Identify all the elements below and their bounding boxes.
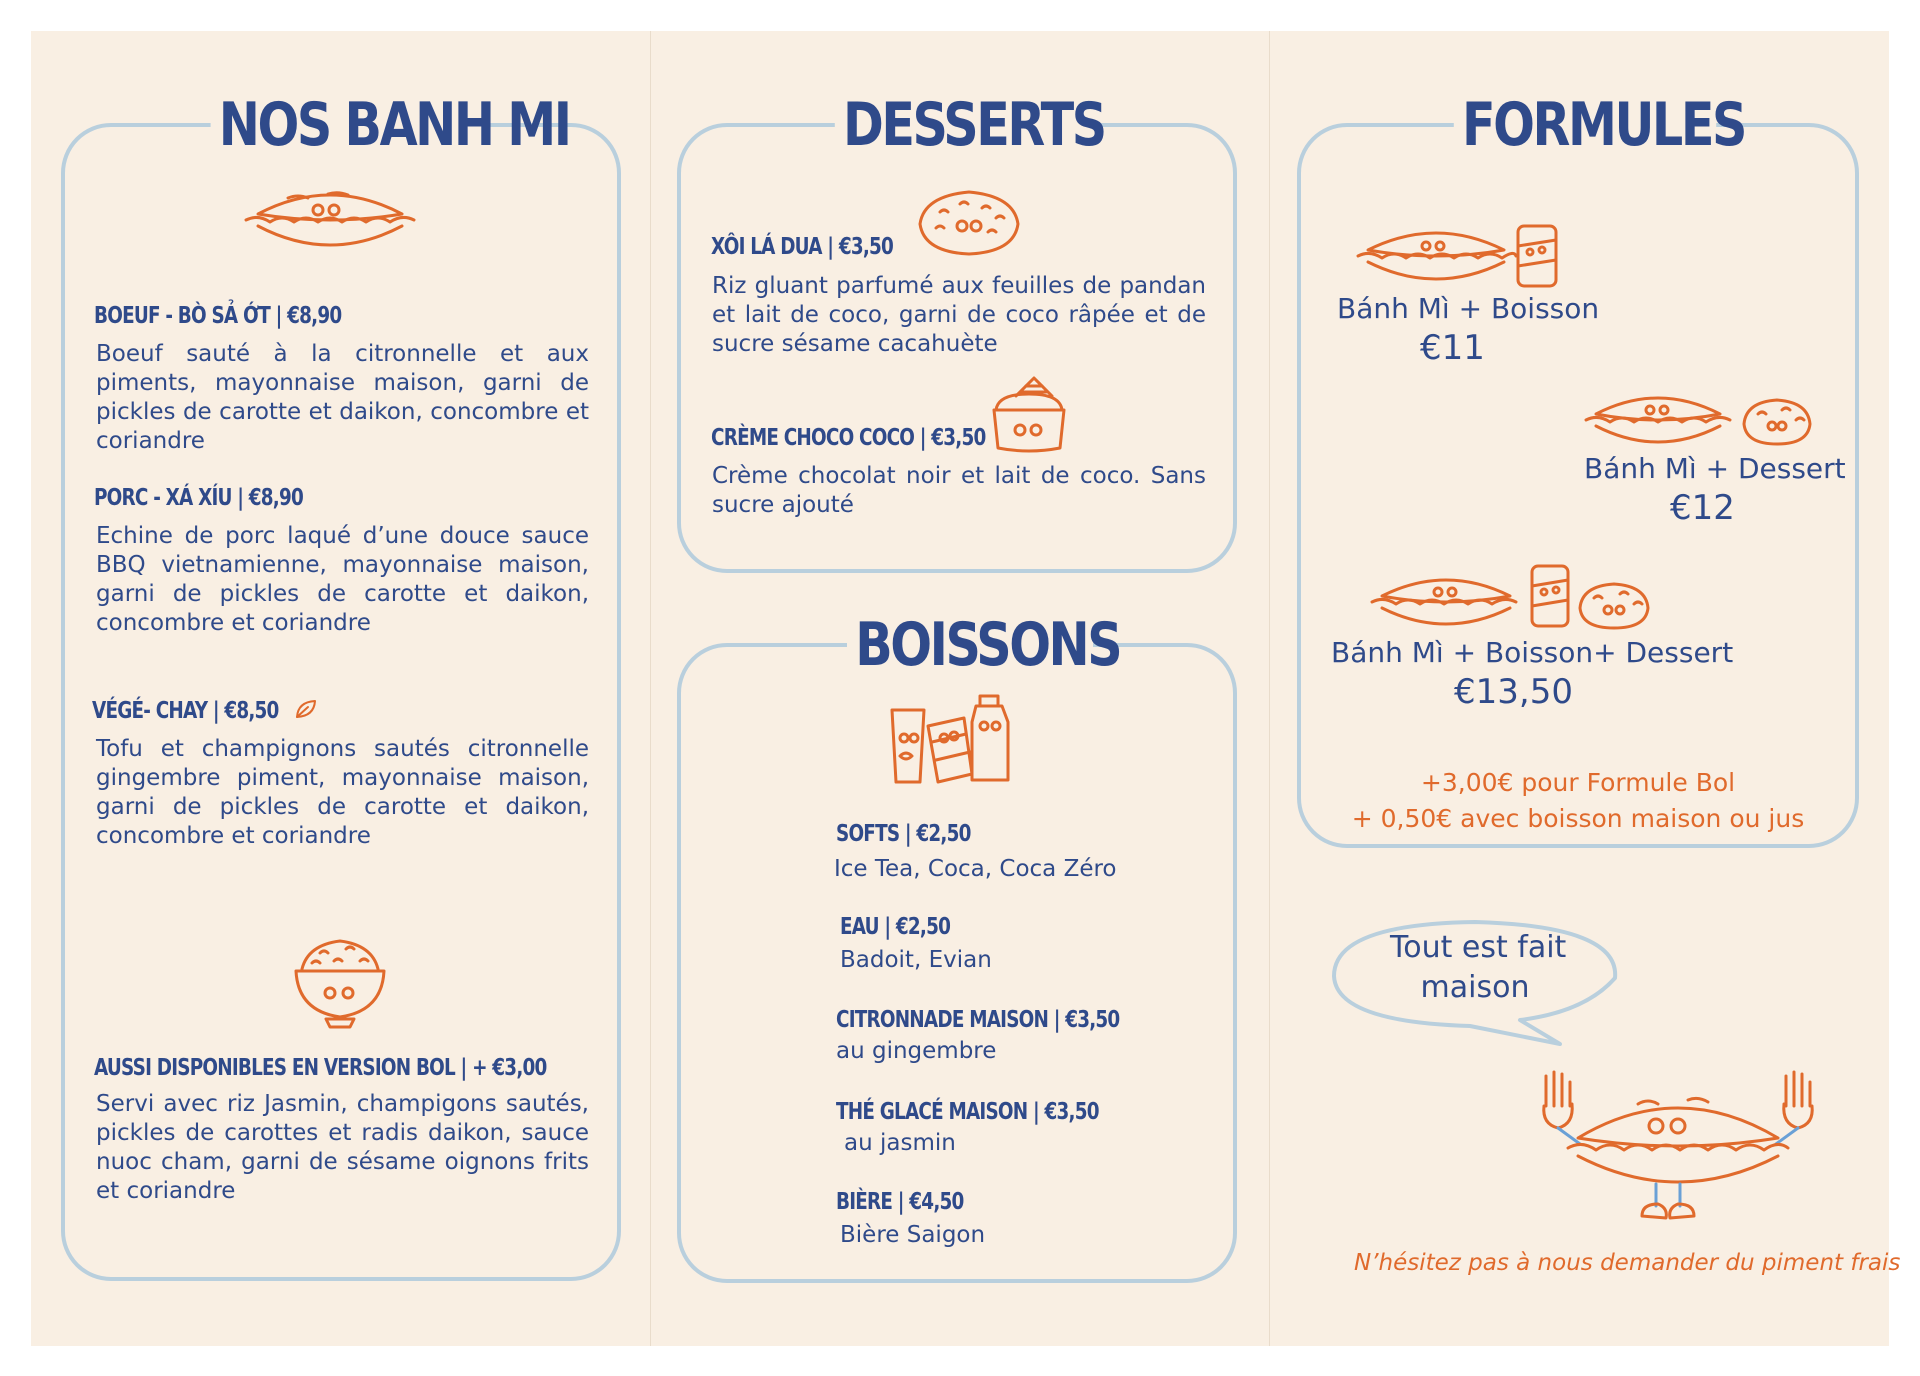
leaf-icon <box>294 698 318 720</box>
sandwich-mascot-icon <box>1538 1068 1818 1224</box>
sandwich-icon <box>1368 572 1524 636</box>
drink-item-title: THÉ GLACÉ MAISON | €3,50 <box>836 1099 1099 1125</box>
formula-extra: + 0,50€ avec boisson maison ou jus <box>1351 804 1805 833</box>
fold-line <box>1269 31 1270 1346</box>
banh-mi-title: NOS BANH MI <box>211 92 490 158</box>
sticky-rice-icon <box>1740 396 1814 448</box>
dessert-item-desc: Riz gluant parfumé aux feuilles de pandan et lait de coco, garni de coco râpée et de sucre sésame cacahuète <box>712 273 1206 357</box>
creme-pot-icon <box>986 370 1072 456</box>
formula-price: €13,50 <box>1454 672 1573 712</box>
drink-item-title: CITRONNADE MAISON | €3,50 <box>836 1007 1120 1033</box>
drink-item-title: SOFTS | €2,50 <box>836 821 971 847</box>
dessert-item-desc: Crème chocolat noir et lait de coco. Sans sucre ajouté <box>712 463 1206 518</box>
dessert-item-title: CRÈME CHOCO COCO | €3,50 <box>711 425 986 451</box>
formula-extra: +3,00€ pour Formule Bol <box>1420 768 1736 797</box>
drink-item-desc: Badoit, Evian <box>840 947 992 973</box>
sandwich-icon <box>1352 224 1520 290</box>
can-icon <box>1526 562 1574 630</box>
banh-mi-item-title: AUSSI DISPONIBLES EN VERSION BOL | + €3,00 <box>94 1055 547 1081</box>
bubble-text: maison <box>1420 970 1530 1005</box>
drink-item-title: BIÈRE | €4,50 <box>836 1189 964 1215</box>
banh-mi-item-title: VÉGÉ- CHAY | €8,50 <box>92 698 279 724</box>
drink-item-desc: au gingembre <box>836 1038 997 1064</box>
formula-price: €12 <box>1670 488 1735 528</box>
dessert-item-title: XÔI LÁ DUA | €3,50 <box>711 234 894 260</box>
drink-item-desc: au jasmin <box>844 1130 956 1156</box>
banh-mi-item-desc: Servi avec riz Jasmin, champigons sautés, pickles de carottes et radis daikon, sauce nuoc cham, garni de sésame oignons frits et coriandre <box>96 1091 589 1204</box>
banh-mi-item-title: BOEUF - BÒ SẢ ỚT | €8,90 <box>94 303 342 329</box>
boissons-title: BOISSONS <box>847 612 1093 678</box>
sandwich-icon <box>1582 390 1734 452</box>
formula-label: Bánh Mì + Boisson+ Dessert <box>1331 636 1734 669</box>
banh-mi-item-title: PORC - XÁ XÍU | €8,90 <box>94 485 303 511</box>
drinks-icon <box>886 692 1020 786</box>
banh-mi-item-desc: Echine de porc laqué d’une douce sauce BBQ vietnamienne, mayonnaise maison, garni de pickles de carotte et daikon, concombre et coriandre <box>96 523 589 636</box>
bubble-text: Tout est fait <box>1390 930 1567 965</box>
formula-label: Bánh Mì + Boisson <box>1337 292 1600 325</box>
footer-note: N’hésitez pas à nous demander du piment frais <box>1354 1250 1901 1276</box>
sticky-rice-icon <box>1576 580 1652 632</box>
formula-price: €11 <box>1420 328 1485 368</box>
desserts-title: DESSERTS <box>835 92 1097 158</box>
formula-label: Bánh Mì + Dessert <box>1584 452 1846 485</box>
drink-item-desc: Bière Saigon <box>840 1222 986 1248</box>
bowl-icon <box>290 933 390 1033</box>
drink-item-desc: Ice Tea, Coca, Coca Zéro <box>834 856 1117 882</box>
sandwich-icon <box>238 186 422 256</box>
formules-title: FORMULES <box>1454 92 1716 158</box>
banh-mi-item-desc: Boeuf sauté à la citronnelle et aux piments, mayonnaise maison, garni de pickles de carotte et daikon, concombre et coriandre <box>96 341 589 454</box>
sticky-rice-icon <box>916 186 1022 258</box>
can-icon <box>1512 222 1562 290</box>
fold-line <box>650 31 651 1346</box>
banh-mi-item-desc: Tofu et champignons sautés citronnelle gingembre piment, mayonnaise maison, garni de pickles de carotte et daikon, concombre et coriandre <box>96 736 589 849</box>
drink-item-title: EAU | €2,50 <box>840 914 951 940</box>
